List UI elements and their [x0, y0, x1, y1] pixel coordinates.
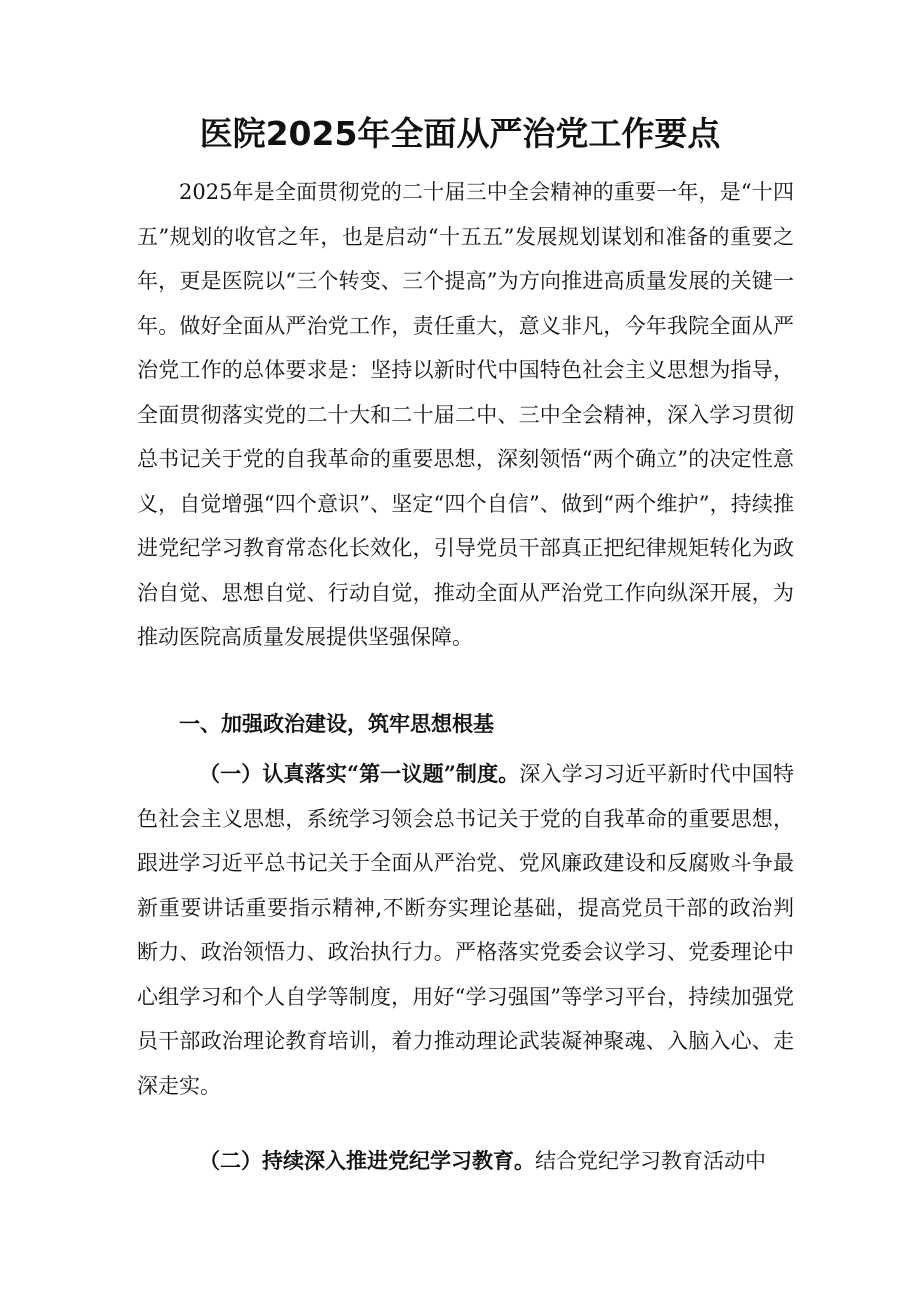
intro-paragraph: 2025年是全面贯彻党的二十届三中全会精神的重要一年，是“十四五”规划的收官之年，也是启动“十五五”发展规划谋划和准备的重要之年，更是医院以“三个转变、三个提高”为方向推进高质量发展的关键一年。做好全面从严治党工作，责任重大，意义非凡，今年我院全面从严治党工作的总体要求是：坚持以新时代中国特色社会主义思想为指导，全面贯彻落实党的二十大和二十届二中、三中全会精神，深入学习贯彻总书记关于党的自我革命的重要思想，深刻领悟“两个确立”的决定性意义，自觉增强“四个意识”、坚定“四个自信”、做到“两个维护”，持续推进党纪学习教育常态化长效化，引导党员干部真正把纪律规矩转化为政治自觉、思想自觉、行动自觉，推动全面从严治党工作向纵深开展，为推动医院高质量发展提供坚强保障。	[137, 180, 794, 649]
item-2-paragraph	[137, 1139, 794, 1184]
item-2-lead: （二）持续深入推进党纪学习教育。	[199, 1148, 535, 1173]
item-1-lead: （一）认真落实“第一议题”制度。	[199, 761, 520, 786]
section-heading-1: 一、加强政治建设，筑牢思想根基	[179, 711, 494, 736]
item-2-body: 结合党纪学习教育活动中	[535, 1149, 766, 1173]
item-1-body: 深入学习习近平新时代中国特色社会主义思想，系统学习领会总书记关于党的自我革命的重要思想，跟进学习近平总书记关于全面从严治党、党风廉政建设和反腐败斗争最新重要讲话重要指示精神,不断夯实理论基础，提高党员干部的政治判断力、政治领悟力、政治执行力。严格落实党委会议学习、党委理论中心组学习和个人自学等制度，用好“学习强国”等学习平台，持续加强党员干部政治理论教育培训，着力推动理论武装凝神聚魂、入脑入心、走深走实。	[137, 762, 794, 1098]
document-title: 医院2025年全面从严治党工作要点	[199, 114, 721, 153]
item-1-paragraph	[137, 752, 794, 1108]
